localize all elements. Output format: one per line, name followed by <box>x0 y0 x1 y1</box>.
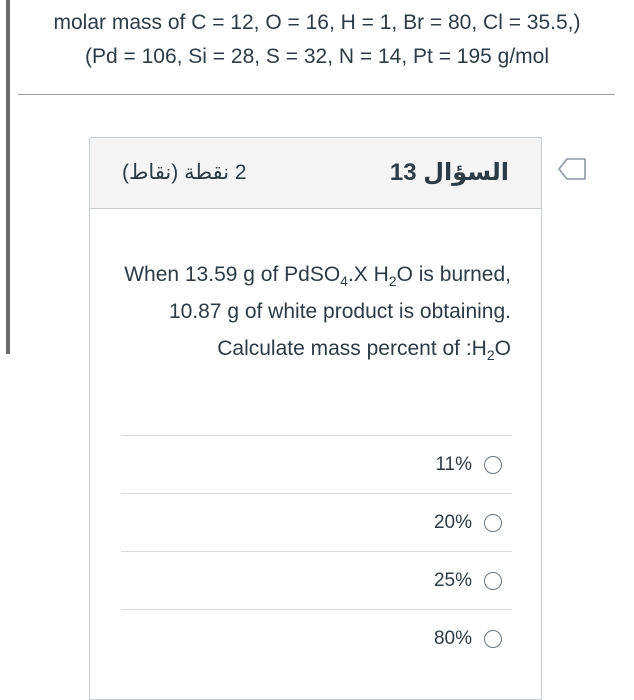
question-group-header <box>20 6 614 74</box>
radio-button[interactable] <box>484 456 502 474</box>
radio-button[interactable] <box>484 630 502 648</box>
question-title: السؤال 13 <box>389 159 509 186</box>
answer-option[interactable] <box>121 609 512 667</box>
question-card <box>89 137 542 700</box>
radio-button[interactable] <box>484 514 502 532</box>
answer-option[interactable] <box>121 551 512 609</box>
header-divider <box>18 94 615 95</box>
question-text-part: O <box>494 337 511 360</box>
left-scroll-rule <box>6 0 10 354</box>
question-text-part: When 13.59 g of PdSO <box>124 263 341 286</box>
radio-button[interactable] <box>484 572 502 590</box>
subscript: 2 <box>486 347 495 364</box>
answer-label: 11% <box>435 453 472 475</box>
header-line-1: molar mass of C = 12, O = 16, H = 1, Br = 80, Cl = 35.5,) <box>53 11 581 34</box>
header-line-2: (Pd = 106, Si = 28, S = 32, N = 14, Pt = 195 g/mol <box>84 45 550 68</box>
answer-label: 25% <box>433 569 472 591</box>
flag-question-icon[interactable] <box>557 157 587 181</box>
question-text <box>120 256 511 367</box>
question-points: 2 نقطة (نقاط) <box>122 161 247 184</box>
question-header <box>90 138 541 209</box>
answer-option[interactable] <box>121 493 512 551</box>
answer-label: 80% <box>433 627 472 649</box>
question-text-part: O is burned, 10.87 g of white product is obtaining. Calculate mass percent of :H <box>168 263 511 360</box>
answer-label: 20% <box>433 511 472 533</box>
answer-option[interactable] <box>121 435 512 493</box>
subscript: 2 <box>388 273 397 290</box>
question-text-part: .X H <box>347 263 389 286</box>
subscript: 4 <box>340 273 348 290</box>
answer-list <box>121 435 512 667</box>
